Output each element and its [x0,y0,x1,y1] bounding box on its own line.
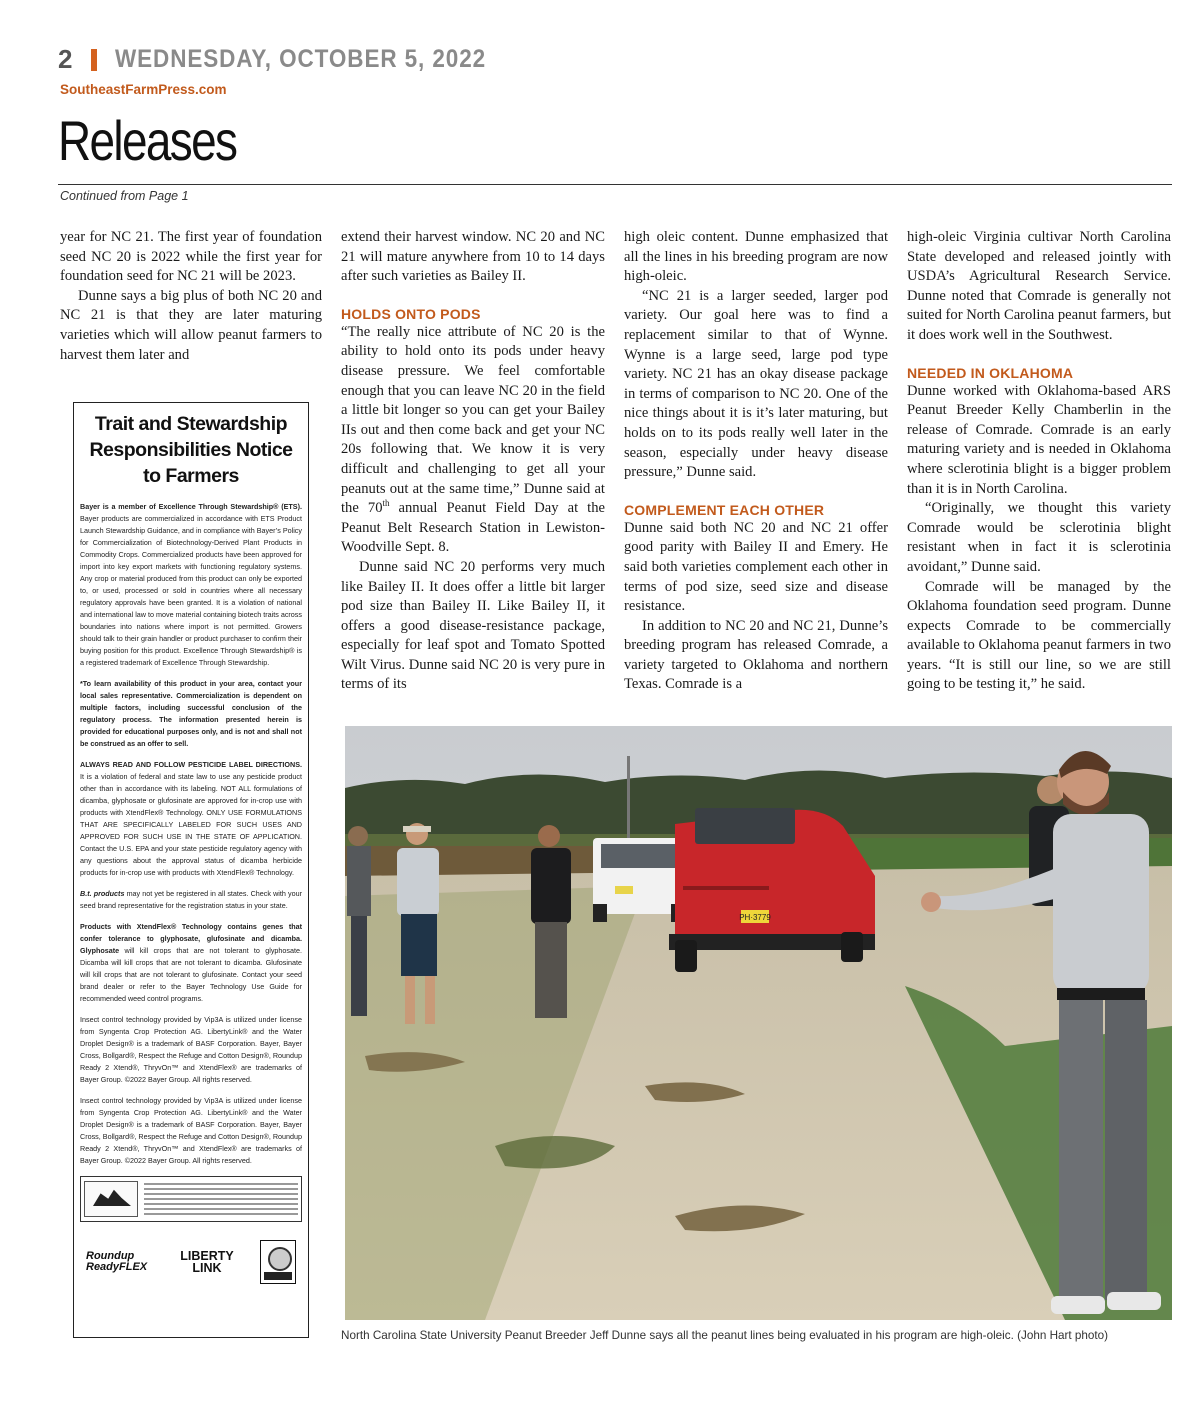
paragraph: high oleic content. Dunne emphasized that all the lines in his breeding program are now high-oleic. [624,229,888,285]
paragraph: extend their harvest window. NC 20 and NC 21 will mature anywhere from 10 to 14 days after such varieties as Bailey II. [341,229,605,285]
header-rule [58,184,1172,185]
article-column-4 [907,228,1171,695]
roundup-ready-flex-logo: Roundup ReadyFLEX [86,1250,148,1273]
field-day-photo [345,726,1172,1320]
notice-paragraph: Bayer is a member of Excellence Through Stewardship® (ETS). Bayer products are commercialized in accordance with ETS Product Launch Stewardship Guidance, and in compliance with Bayer’s Policy for Commercialization of Biotechnology-Derived Plant Products in Commodity Crops. Commercialized products have been approved for import into key export markets with functioning regulatory systems. Any crop or material produced from this product can only be exported to, or used, processed or sold in countries where all necessary regulatory approvals have been granted. It is a violation of national and international law to move material containing biotech traits across boundaries into nations where import is not permitted. Growers should talk to their grain handler or product purchaser to confirm their buying position for this product. Excellence Through Stewardship® is a registered trademark of Excellence Through Stewardship. [80,502,302,667]
page-number: 2 [58,44,74,74]
liberty-link-logo: LIBERTY LINK [180,1249,234,1275]
subhead-complement-each-other: COMPLEMENT EACH OTHER [624,501,825,518]
photo-caption: North Carolina State University Peanut Breeder Jeff Dunne says all the peanut lines being evaluated in his program are high-oleic. (John Hart photo) [341,1329,1109,1342]
section-title: Releases [58,109,237,172]
header-divider [91,49,97,71]
page-header [58,44,528,75]
paragraph: Dunne said NC 20 performs very much like Bailey II. It does offer a little bit larger pod size than Bailey II. Like Bailey II, it offers a good disease-resistance package, especially for leaf spot and Tomato Spotted Wilt Virus. Dunne said NC 20 is very pure in terms of its [341,558,605,693]
article-column-3 [624,228,888,695]
paragraph: “The really nice attribute of NC 20 is the ability to hold onto its pods under heavy disease pressure. We feel comfortable enough that you can leave NC 20 in the field a little bit longer so you can get your Bailey IIs out and then come back and get your NC 20s following that. We know it is very difficult and challenging to get all your peanuts out at the same time,” Dunne said at the 70th annual Peanut Field Day at the Peanut Belt Research Station in Lewiston-Woodville Sept. 8. [341,323,606,556]
paragraph: high-oleic Virginia cultivar North Carolina State developed and released jointly with USDA’s Agricultural Research Service. Dunne noted that Comrade is generally not suited for North Carolina peanut farmers, but it does work well in the Southwest. [907,229,1171,343]
notice-paragraph: B.t. products may not yet be registered in all states. Check with your seed brand representative for the registration status in your state. [80,889,302,910]
paragraph: In addition to NC 20 and NC 21, Dunne’s breeding program has released Comrade, a variety targeted to Oklahoma and northern Texas. Comrade is a [624,617,888,693]
license-plate: PH·3779 [739,913,771,922]
notice-paragraph: Insect control technology provided by Vip3A is utilized under license from Syngenta Crop Protection AG. LibertyLink® and the Water Droplet Design® is a trademark of BASF Corporation. Bayer, Bayer Cross, Bollgard®, Respect the Refuge and Cotton Design®, Roundup Ready 2 Xtend®, ThryvOn™ and XtendFlex® are trademarks of Bayer Group. ©2022 Bayer Group. All rights reserved. [80,1096,302,1165]
paragraph: Comrade will be managed by the Oklahoma foundation seed program. Dunne expects Comrade to be commercially available to Oklahoma peanut farmers in two years. “It is still our line, so we are still going to be testing it,” he said. [907,578,1171,693]
paragraph: “NC 21 is a larger seeded, larger pod variety. Our goal here was to find a replacement similar to that of Wynne. Wynne is a large seed, large pod type variety. NC 21 has an okay disease package in terms of comparison to NC 20. One of the nice things about it is it’s later maturing, but holds on to its pods really well later in the season, especially under heavy disease pressure,” Dunne said. [624,287,888,481]
fine-print-lines [144,1183,298,1215]
article-column-1 [60,228,322,365]
notice-paragraph: ALWAYS READ AND FOLLOW PESTICIDE LABEL DIRECTIONS. It is a violation of federal and state law to use any pesticide product other than in accordance with its labeling. NOT ALL formulations of dicamba, glyphosate or glufosinate are approved for in-crop use with products with XtendFlex® Technology. ONLY USE FORMULATIONS THAT ARE SPECIFICALLY LABELED FOR SUCH USES AND APPROVED FOR SUCH USE IN THE STATE OF APPLICATION. Contact the U.S. EPA and your state pesticide regulatory agency with any questions about the approval status of dicamba herbicide products for in-crop use with products with XtendFlex® Technology. [80,760,302,877]
paragraph: Dunne says a big plus of both NC 20 and NC 21 is that they are later maturing varieties which will allow peanut farmers to harvest them later and [60,287,322,363]
article-column-2 [341,228,605,695]
notice-paragraph: Products with XtendFlex® Technology contains genes that confer tolerance to glyphosate, glufosinate and dicamba. Glyphosate will kill crops that are not tolerant to glyphosate. Dicamba will kill crops that are not tolerant to dicamba. Glufosinate will kill crops that are not tolerant to glufosinate. Contact your seed brand dealer or refer to the Bayer Technology Use Guide for recommended weed control programs. [80,922,302,1003]
stewardship-notice-ad [73,402,309,1338]
paragraph: year for NC 21. The first year of foundation seed NC 20 is 2022 while the first year for foundation seed for NC 21 will be 2023. [60,229,322,285]
paragraph: Dunne worked with Oklahoma-based ARS Peanut Breeder Kelly Chamberlin in the release of Comrade. Comrade is an early maturing variety and is needed in Oklahoma where sclerotinia blight is a bigger problem than it is in North Carolina. [907,382,1171,497]
stewardship-fine-print-box [80,1176,302,1222]
notice-paragraph: *To learn availability of this product in your area, contact your local sales representative. Commercialization is dependent on multiple factors, including successful conclusion of the regulatory process. The information presented herein is provided for educational purposes only, and is not and shall not be construed as an offer to sell. [80,679,302,748]
stewardship-logo-icon [84,1181,138,1217]
issue-date: WEDNESDAY, OCTOBER 5, 2022 [115,45,487,73]
paragraph: Dunne said both NC 20 and NC 21 offer good parity with Bailey II and Emery. He said both varieties complement each other in terms of pod size, seed size and disease resistance. [624,519,888,615]
continued-note: Continued from Page 1 [60,189,189,203]
brand-logos [80,1240,302,1284]
paragraph: “Originally, we thought this variety Comrade would be sclerotinia blight resistant when in fact it is sclerotinia avoidant,” Dunne said. [907,500,1171,575]
notice-paragraph: Insect control technology provided by Vip3A is utilized under license from Syngenta Crop Protection AG. LibertyLink® and the Water Droplet Design® is a trademark of BASF Corporation. Bayer, Bayer Cross, Bollgard®, Respect the Refuge and Cotton Design®, Roundup Ready 2 Xtend®, ThryvOn™ and XtendFlex® are trademarks of Bayer Group. ©2022 Bayer Group. All rights reserved. [80,1015,302,1084]
subhead-holds-onto-pods: HOLDS ONTO PODS [341,305,481,322]
website-link[interactable]: SoutheastFarmPress.com [60,82,227,97]
notice-title: Trait and Stewardship Responsibilities Notice to Farmers [89,413,293,487]
subhead-needed-in-oklahoma: NEEDED IN OKLAHOMA [907,364,1074,381]
cotton-seal-icon [260,1240,296,1284]
